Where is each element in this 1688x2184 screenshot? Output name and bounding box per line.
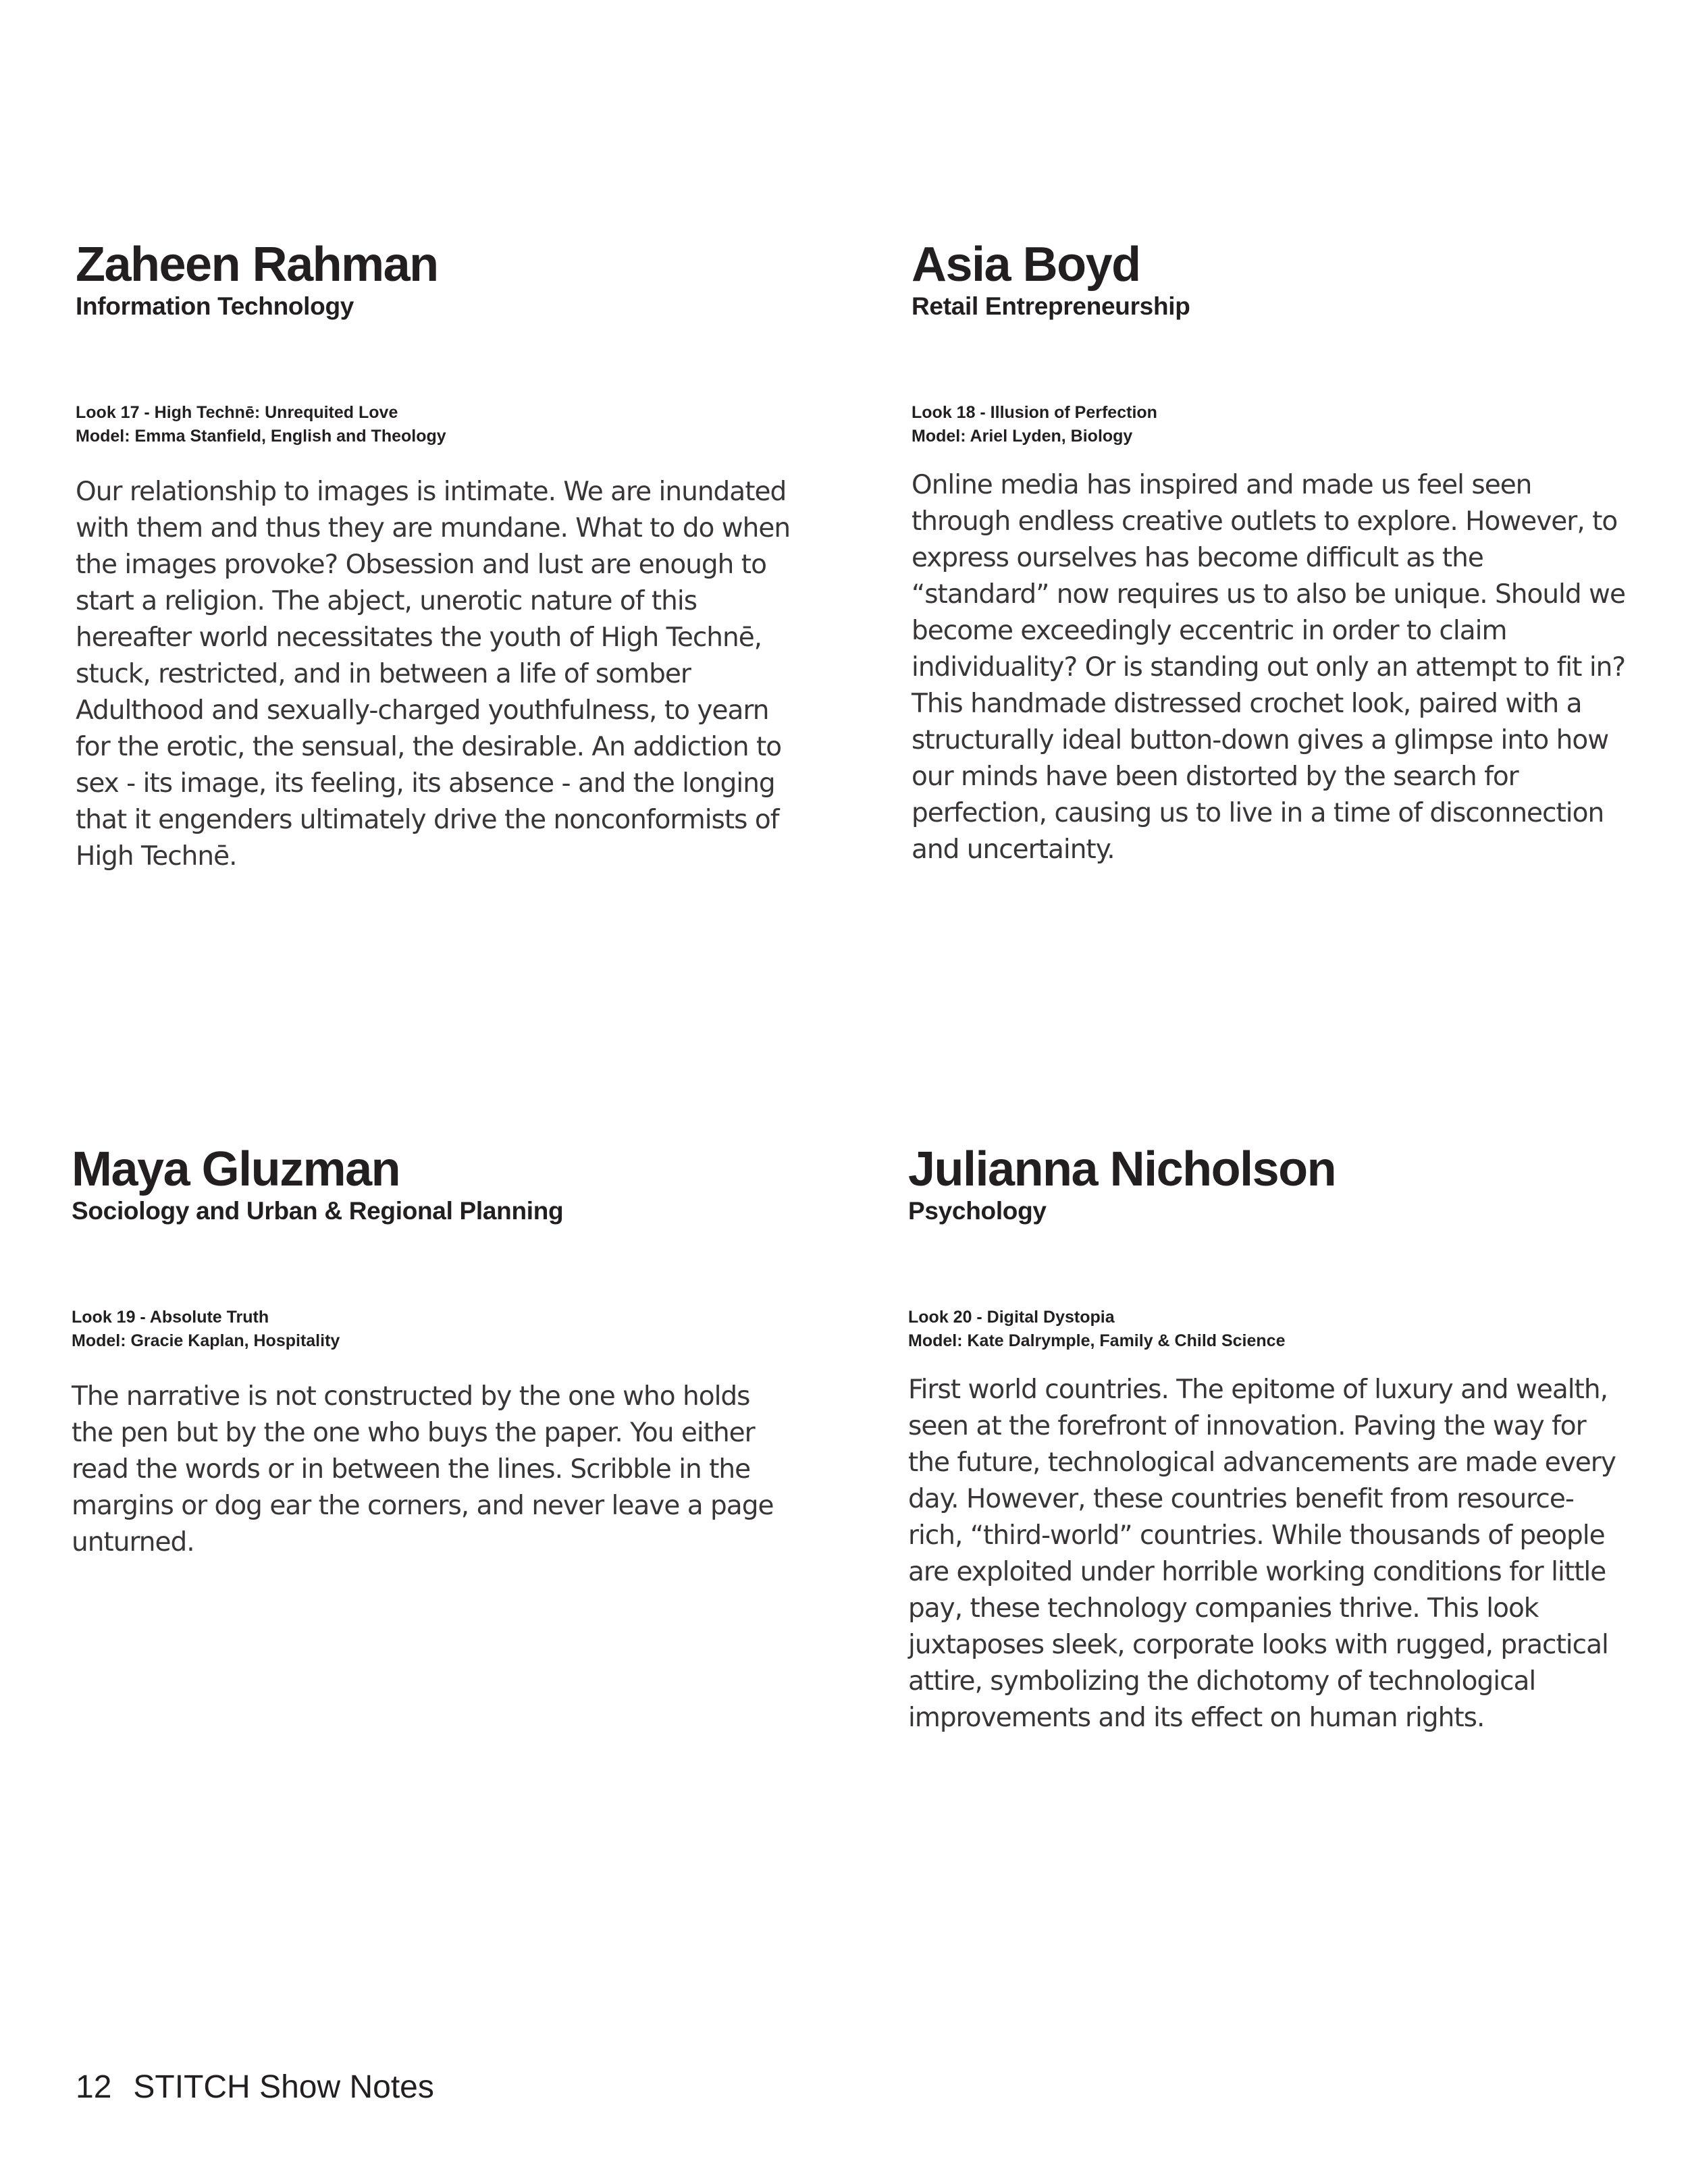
model-credit: Model: Ariel Lyden, Biology bbox=[912, 427, 1133, 446]
designer-major: Retail Entrepreneurship bbox=[912, 292, 1190, 320]
model-credit: Model: Kate Dalrymple, Family & Child Science bbox=[908, 1331, 1286, 1350]
model-credit: Model: Gracie Kaplan, Hospitality bbox=[72, 1331, 340, 1350]
designer-name: Zaheen Rahman bbox=[76, 238, 438, 292]
look-description: Our relationship to images is intimate. We are inundated with them and thus they are mundane. What to do when the images provoke? Obsession and lust are enough to start a religion. The abject, unerotic nature of this hereafter world necessitates the youth of High Technē, stuck, restricted, and in between a life of somber Adulthood and sexually-charged youthfulness, to yearn for the erotic, the sensual, the desirable. An addiction to sex - its image, its feeling, its absence - and the longing that it engenders ultimately drive the nonconformists of High Technē. bbox=[76, 477, 791, 872]
page-number: 12 bbox=[76, 2069, 112, 2105]
look-info bbox=[912, 401, 1627, 448]
look-description: First world countries. The epitome of luxury and wealth, seen at the forefront of innovation. Paving the way for the future, technological advancements are made every day. However, these countries benefit from resource-rich, “third-world” countries. While thousands of people are exploited under horrible working conditions for little pay, these technology companies thrive. This look juxtaposes sleek, corporate looks with rugged, practical attire, symbolizing the dichotomy of technological improvements and its effect on human rights. bbox=[908, 1375, 1616, 1733]
designer-major: Information Technology bbox=[76, 292, 354, 320]
look-title: Look 20 - Digital Dystopia bbox=[908, 1308, 1115, 1327]
look-description: The narrative is not constructed by the one who holds the pen but by the one who buys the paper. You either read the words or in between the lines. Scribble in the margins or dog ear the corners, and never leave a page unturned. bbox=[72, 1381, 774, 1557]
look-description: Online media has inspired and made us feel seen through endless creative outlets to explore. However, to express ourselves has become difficult as the “standard” now requires us to also be unique. Should we become exceedingly eccentric in order to claim individuality? Or is standing out only an attempt to fit in? This handmade distressed crochet look, paired with a structurally ideal button-down gives a glimpse into how our minds have been distorted by the search for perfection, causing us to live in a time of disconnection and uncertainty. bbox=[912, 470, 1626, 865]
designer-section-maya-gluzman bbox=[72, 1142, 787, 1561]
designer-name: Maya Gluzman bbox=[72, 1142, 400, 1196]
model-credit: Model: Emma Stanfield, English and Theology bbox=[76, 427, 446, 446]
look-title: Look 18 - Illusion of Perfection bbox=[912, 403, 1157, 422]
designer-section-zaheen-rahman bbox=[76, 238, 791, 875]
look-info bbox=[72, 1306, 787, 1353]
look-info bbox=[76, 401, 791, 448]
look-info bbox=[908, 1306, 1624, 1353]
designer-section-julianna-nicholson bbox=[908, 1142, 1624, 1736]
publication-title: STITCH Show Notes bbox=[133, 2069, 434, 2105]
designer-name: Asia Boyd bbox=[912, 238, 1140, 292]
designer-major: Psychology bbox=[908, 1197, 1047, 1225]
look-title: Look 19 - Absolute Truth bbox=[72, 1308, 269, 1327]
page-footer bbox=[76, 2067, 434, 2108]
look-title: Look 17 - High Technē: Unrequited Love bbox=[76, 403, 398, 422]
designer-major: Sociology and Urban & Regional Planning bbox=[72, 1197, 564, 1225]
designer-name: Julianna Nicholson bbox=[908, 1142, 1336, 1196]
designer-section-asia-boyd bbox=[912, 238, 1627, 868]
